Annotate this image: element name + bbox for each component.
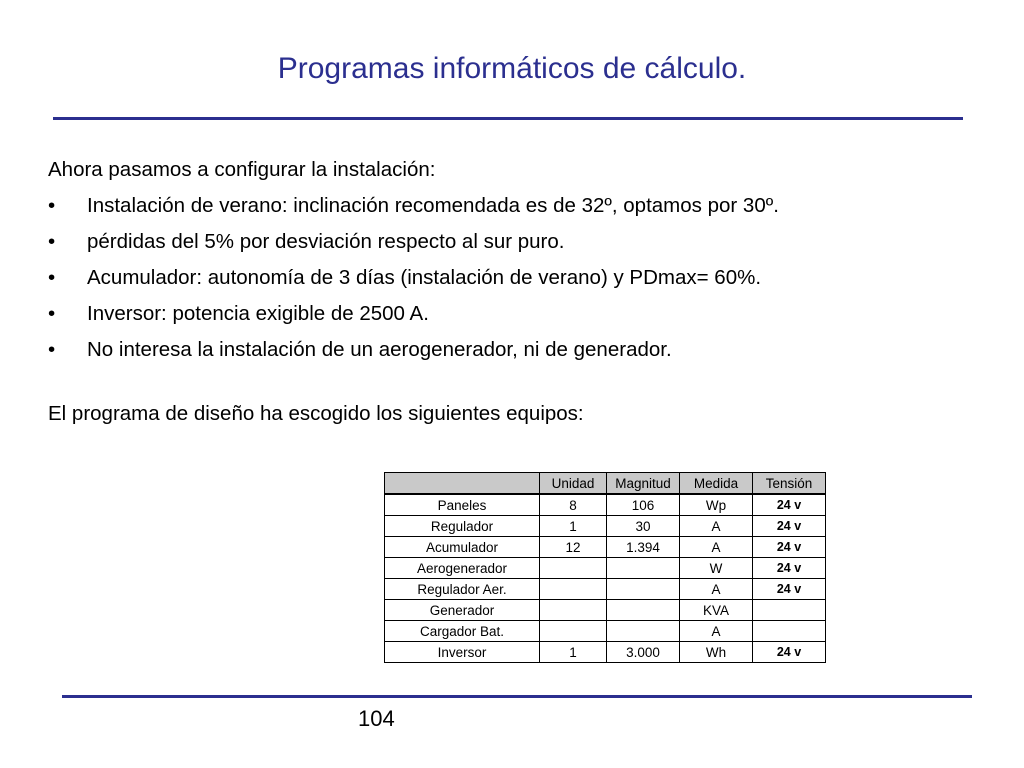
table-cell [540, 579, 607, 600]
table-cell: 1 [540, 642, 607, 663]
bullet-marker: • [48, 338, 56, 361]
slide-body [48, 152, 988, 368]
table-cell: 24 v [753, 642, 826, 663]
table-cell: 24 v [753, 537, 826, 558]
bullet-text: pérdidas del 5% por desviación respecto al sur puro. [87, 230, 565, 253]
table-cell: 3.000 [607, 642, 680, 663]
table-cell: 24 v [753, 558, 826, 579]
table-cell: A [680, 579, 753, 600]
table-cell [607, 579, 680, 600]
table-cell: A [680, 516, 753, 537]
table-row [385, 494, 826, 516]
table-row [385, 642, 826, 663]
table-cell: 24 v [753, 516, 826, 537]
table-row [385, 537, 826, 558]
table-cell: 8 [540, 494, 607, 516]
table-cell: Regulador [385, 516, 540, 537]
table-cell: Wh [680, 642, 753, 663]
table-cell: Regulador Aer. [385, 579, 540, 600]
table-cell [540, 621, 607, 642]
table-row [385, 579, 826, 600]
bullet-item [48, 188, 988, 224]
table-cell: Acumulador [385, 537, 540, 558]
table-cell: 1.394 [607, 537, 680, 558]
bullet-marker: • [48, 194, 56, 217]
table-header-cell: Tensión [753, 473, 826, 495]
bullet-text: Inversor: potencia exigible de 2500 A. [87, 302, 429, 325]
table-cell: A [680, 621, 753, 642]
outro-text: El programa de diseño ha escogido los siguientes equipos: [48, 402, 584, 425]
table-cell [753, 600, 826, 621]
table-cell: 24 v [753, 579, 826, 600]
table-row [385, 600, 826, 621]
title-divider [53, 117, 963, 120]
bullet-text: No interesa la instalación de un aerogenerador, ni de generador. [87, 338, 672, 361]
bullet-text: Instalación de verano: inclinación recomendada es de 32º, optamos por 30º. [87, 194, 779, 217]
table-header-row [385, 473, 826, 495]
table-cell: Aerogenerador [385, 558, 540, 579]
table-cell: Cargador Bat. [385, 621, 540, 642]
table-cell: 24 v [753, 494, 826, 516]
table-row [385, 516, 826, 537]
bullet-item [48, 296, 988, 332]
table-cell: Wp [680, 494, 753, 516]
table-cell: Paneles [385, 494, 540, 516]
bullet-marker: • [48, 230, 56, 253]
table-header-cell: Medida [680, 473, 753, 495]
bullet-item [48, 224, 988, 260]
table-cell [607, 621, 680, 642]
table-cell [607, 600, 680, 621]
table-cell: 30 [607, 516, 680, 537]
bullet-item [48, 260, 988, 296]
table-cell: W [680, 558, 753, 579]
bullet-marker: • [48, 266, 56, 289]
table-cell: 1 [540, 516, 607, 537]
slide-title: Programas informáticos de cálculo. [277, 52, 747, 85]
table-cell: A [680, 537, 753, 558]
table-cell [540, 558, 607, 579]
table-row [385, 558, 826, 579]
bullet-marker: • [48, 302, 56, 325]
table-cell [540, 600, 607, 621]
page-number: 104 [358, 706, 395, 731]
table-cell: KVA [680, 600, 753, 621]
bullet-item [48, 332, 988, 368]
table-header-cell: Magnitud [607, 473, 680, 495]
table-cell: 12 [540, 537, 607, 558]
table-cell [753, 621, 826, 642]
table-cell: Generador [385, 600, 540, 621]
table-header-cell [385, 473, 540, 495]
table-cell: 106 [607, 494, 680, 516]
footer-divider [62, 695, 972, 698]
table-row [385, 621, 826, 642]
bullet-text: Acumulador: autonomía de 3 días (instalación de verano) y PDmax= 60%. [87, 266, 762, 289]
table-cell: Inversor [385, 642, 540, 663]
table-cell [607, 558, 680, 579]
table-header-cell: Unidad [540, 473, 607, 495]
intro-text: Ahora pasamos a configurar la instalación: [48, 158, 436, 181]
equipment-table [384, 472, 826, 663]
